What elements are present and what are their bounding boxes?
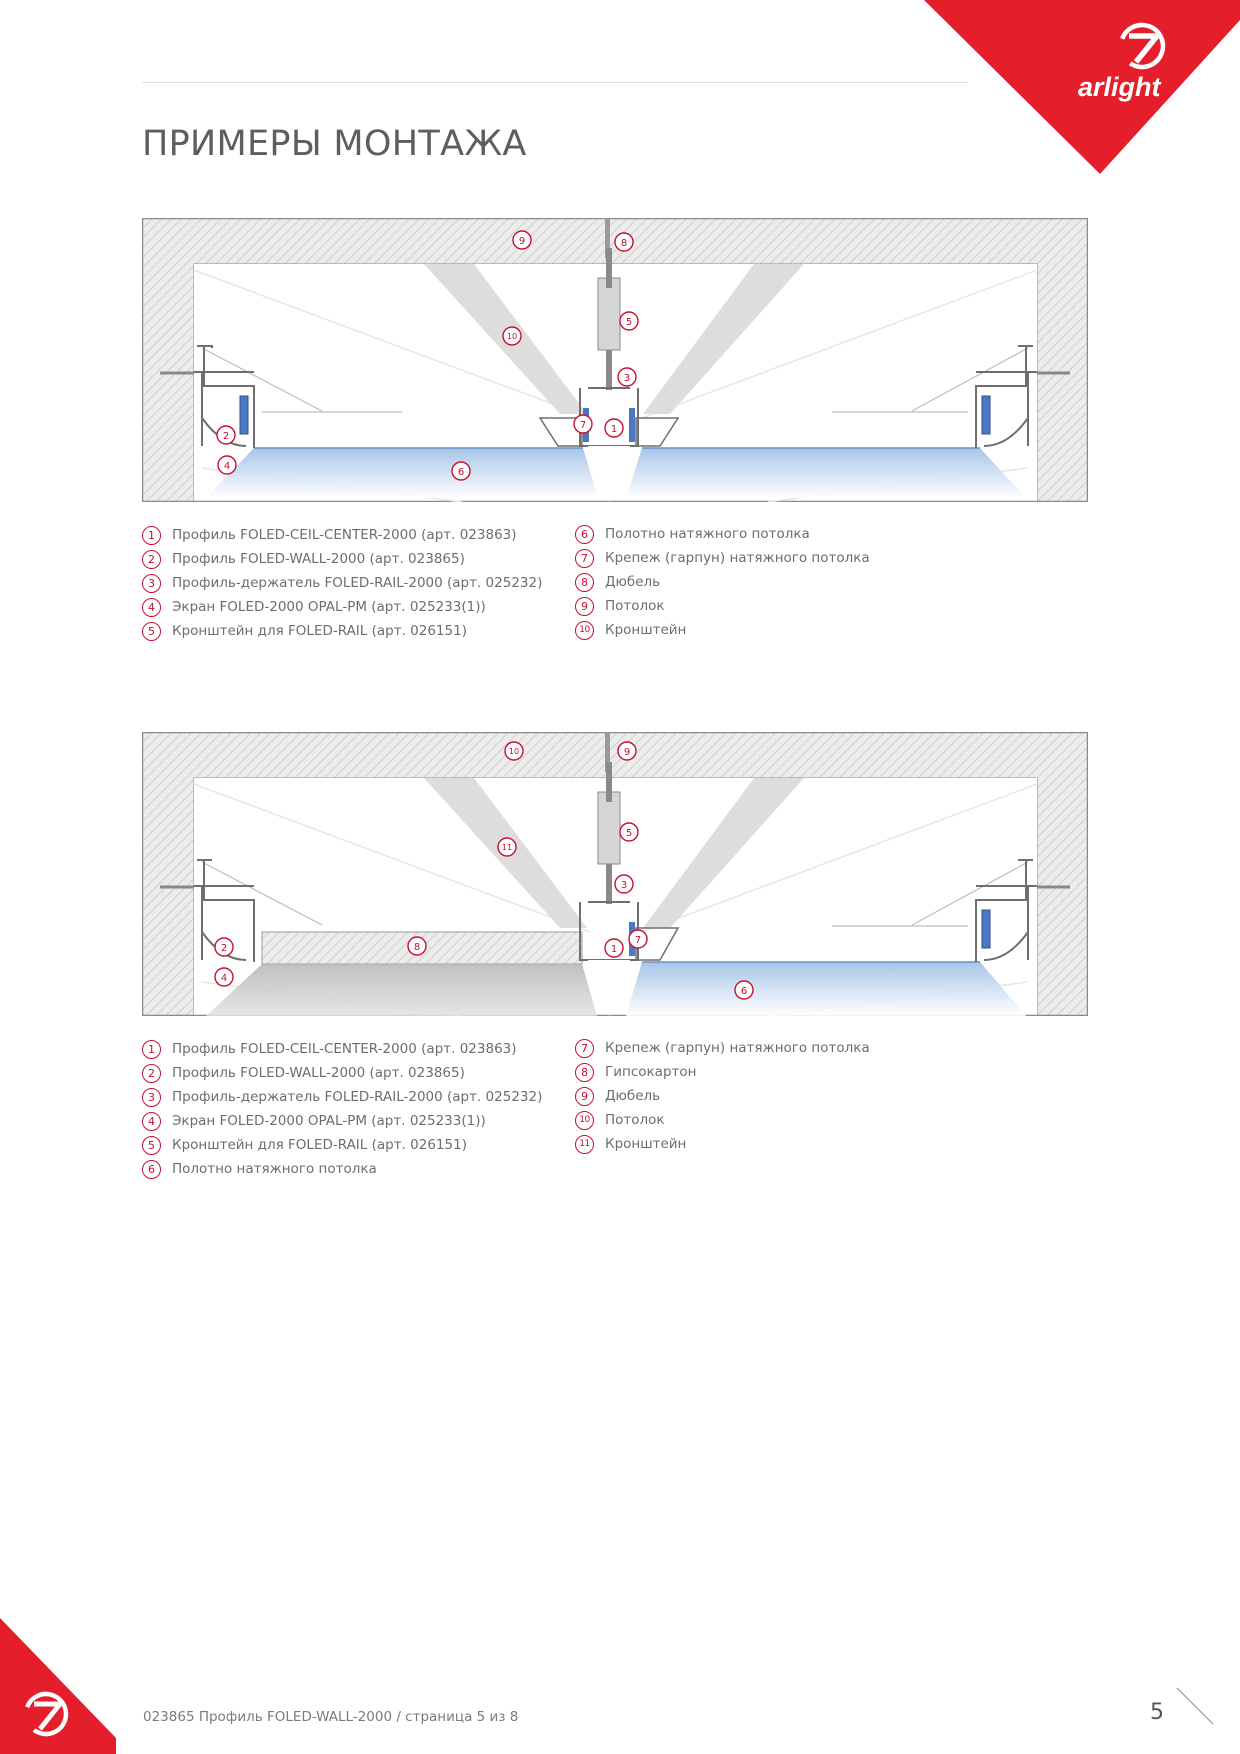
legend-item: 8 Гипсокартон [575, 1060, 1135, 1084]
svg-text:9: 9 [518, 236, 526, 247]
callout-8 [615, 233, 633, 251]
svg-text:4: 4 [220, 973, 228, 984]
svg-text:10: 10 [506, 332, 518, 341]
legend-item: 10 Кронштейн [575, 618, 1135, 642]
callout-11 [498, 838, 516, 856]
callout-6 [735, 981, 753, 999]
callout-2 [217, 426, 235, 444]
legend-item: 9 Дюбель [575, 1084, 1135, 1108]
svg-text:7: 7 [579, 420, 587, 431]
svg-text:8: 8 [413, 942, 421, 953]
legend-item: 7 Крепеж (гарпун) натяжного потолка [575, 546, 1135, 570]
legend-item: 11 Кронштейн [575, 1132, 1135, 1156]
legend-1-right [575, 522, 1135, 642]
svg-text:7: 7 [634, 935, 642, 946]
callout-5 [620, 823, 638, 841]
brand-name: arlight [1078, 72, 1161, 102]
brand-corner [924, 0, 1240, 175]
legend-item: 5 Кронштейн для FOLED-RAIL (арт. 026151) [142, 619, 702, 643]
legend-item: 7 Крепеж (гарпун) натяжного потолка [575, 1036, 1135, 1060]
callout-9 [618, 742, 636, 760]
svg-text:4: 4 [223, 461, 231, 472]
stretch-canvas-left [206, 448, 598, 498]
legend-item: 5 Кронштейн для FOLED-RAIL (арт. 026151) [142, 1133, 702, 1157]
svg-text:6: 6 [457, 467, 465, 478]
stretch-canvas-right [626, 448, 1026, 498]
svg-text:1: 1 [610, 424, 618, 435]
legend-item: 4 Экран FOLED-2000 OPAL-PM (арт. 025233(1)) [142, 595, 702, 619]
legend-item: 6 Полотно натяжного потолка [142, 1157, 702, 1181]
svg-text:3: 3 [620, 880, 628, 891]
callout-9 [513, 231, 531, 249]
legend-item: 2 Профиль FOLED-WALL-2000 (арт. 023865) [142, 1061, 702, 1085]
svg-text:5: 5 [625, 828, 633, 839]
callout-5 [620, 312, 638, 330]
mounting-diagram-2 [142, 732, 1088, 1016]
callout-10 [503, 327, 521, 345]
page-number: 5 [1150, 1700, 1164, 1725]
header-rule [142, 82, 968, 83]
svg-text:1: 1 [610, 944, 618, 955]
footer-brand-corner [0, 1614, 120, 1754]
legend-item: 4 Экран FOLED-2000 OPAL-PM (арт. 025233(1)) [142, 1109, 702, 1133]
callout-4 [218, 456, 236, 474]
legend-item: 1 Профиль FOLED-CEIL-CENTER-2000 (арт. 023863) [142, 523, 702, 547]
legend-item: 6 Полотно натяжного потолка [575, 522, 1135, 546]
svg-text:2: 2 [222, 431, 230, 442]
callout-10 [505, 742, 523, 760]
legend-item: 2 Профиль FOLED-WALL-2000 (арт. 023865) [142, 547, 702, 571]
callout-7 [629, 930, 647, 948]
legend-item: 10 Потолок [575, 1108, 1135, 1132]
callout-8 [408, 937, 426, 955]
legend-item: 3 Профиль-держатель FOLED-RAIL-2000 (арт. 025232) [142, 571, 702, 595]
svg-text:8: 8 [620, 238, 628, 249]
legend-item: 1 Профиль FOLED-CEIL-CENTER-2000 (арт. 023863) [142, 1037, 702, 1061]
svg-text:11: 11 [501, 843, 513, 852]
callout-6 [452, 462, 470, 480]
svg-text:9: 9 [623, 747, 631, 758]
callout-1 [605, 939, 623, 957]
callout-3 [618, 368, 636, 386]
page-number-slash [1175, 1686, 1215, 1726]
callout-1 [605, 419, 623, 437]
legend-2-right [575, 1036, 1135, 1156]
footer-text: 023865 Профиль FOLED-WALL-2000 / страница 5 из 8 [143, 1709, 519, 1725]
stretch-canvas [626, 962, 1026, 1016]
svg-text:2: 2 [220, 943, 228, 954]
svg-text:10: 10 [508, 747, 520, 756]
svg-text:6: 6 [740, 986, 748, 997]
legend-item: 3 Профиль-держатель FOLED-RAIL-2000 (арт. 025232) [142, 1085, 702, 1109]
legend-item: 8 Дюбель [575, 570, 1135, 594]
drywall-shadow [206, 964, 597, 1016]
callout-7 [574, 415, 592, 433]
legend-item: 9 Потолок [575, 594, 1135, 618]
callout-4 [215, 968, 233, 986]
page-title: ПРИМЕРЫ МОНТАЖА [142, 124, 527, 164]
callout-3 [615, 875, 633, 893]
svg-text:5: 5 [625, 317, 633, 328]
svg-text:3: 3 [623, 373, 631, 384]
mounting-diagram-1 [142, 218, 1088, 502]
callout-2 [215, 938, 233, 956]
